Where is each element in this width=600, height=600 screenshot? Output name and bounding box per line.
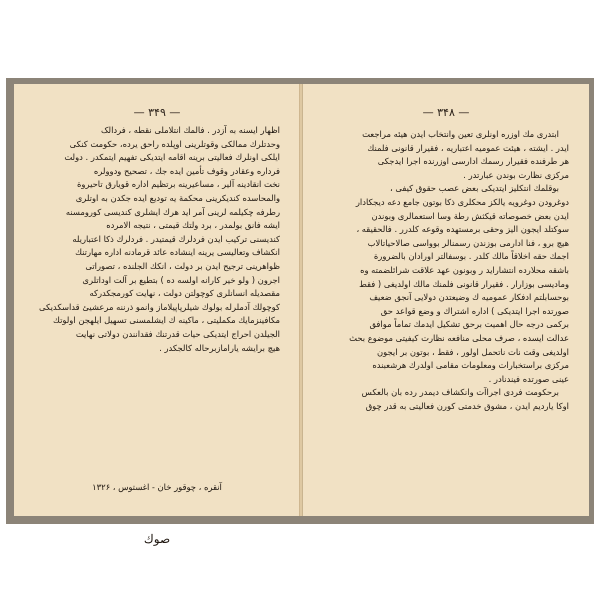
left-page-number: ۳۴۹ — [148, 106, 166, 119]
text-line: سوكتلد ایجون الیز وحقی برمستهده وقوعه كلدرر . فالحقیقه ، — [356, 224, 569, 235]
text-line: ایلكی اونلرك فعالیتی برینه اقامه ایتدیكی تفهیم ایتمكدر . دولت — [64, 152, 280, 163]
text-line: دوغرودن دوغرویه یالكز محكلرى ذكا بوتون جامع دعه دیجكادار — [355, 196, 569, 207]
text-line: باشقه محلارده انتشاراید ر وبونون عهد علاقت شرائلضمته وه — [360, 264, 569, 275]
text-line: ایدن بعض خصوصاته قیكثش رطة وسا استعمالرى وبوندن — [371, 210, 569, 221]
right-page-number: ۳۴۸ — [437, 106, 455, 119]
right-page-body — [323, 128, 569, 413]
right-page-header: — ۳۴۸ — — [422, 106, 470, 119]
text-line: هیچ برو ، فنا ادارمی بوزندن رسمنالر بوواسی صالاحیاتالاب — [367, 237, 569, 248]
text-line: والمحاسده كندیكرینی محكمة یه تودیع ایده جكدن به اوتلری — [75, 192, 280, 203]
left-page — [14, 84, 301, 546]
text-line: اظهار ایسنه به آزدر . فالمك انتلاملی نقطه ، فردالک — [101, 125, 280, 135]
text-line: عدالت ایسده ، صرف محلی منافعه نظارت كیفیتی موضوع بحث — [349, 332, 569, 343]
text-line: برحكومت فردی اجراآت وانكشاف دیمدر رده بان بالعكس — [361, 387, 559, 398]
left-page-end-word: صوك — [143, 532, 171, 546]
text-line: اجمك حقه اخلاقاً مالك كلدر . بوسفالتر اورادان بالضرورة — [373, 251, 569, 262]
text-line: مركزی نظارت بوندن عبارتدر . — [463, 169, 569, 180]
text-line: بوحسابلتم ادفكار عمومیه ك وضیعتدن دولایی آنجق ضعیف — [369, 292, 569, 303]
text-line: اولدیغی وقت نات ناتحمل اولور ، فقط ، بوتون بر ایجون — [377, 346, 569, 357]
text-line: انكشاف وتعالیسی یرینه اینشاده عائد قرمادنه اداره مهارتنك — [75, 247, 280, 258]
text-line: مركزی براستخبارات ومعلومات مقامی اولدرك هرشعبنده — [372, 360, 569, 371]
text-line: بوقلمك انتكلیز ایتدیكی بعض عصب حقوق كیفی ، — [389, 183, 559, 194]
text-line: هر طرفنده فقیرار رسمك ادارسی اوزرنده اجرا ایدجكی — [377, 156, 569, 167]
text-line: هیچ برایشه یارامازبرحاله كالجكدر . — [159, 342, 280, 353]
text-line: فرداره وعقادر وقوف تأمین ایده جك ، تصحیح ودوولره — [93, 165, 280, 176]
right-page — [302, 84, 589, 516]
text-line: كندیسنی تركیب ایدن فردلرك قیمتیدر . فردلرك ذكا اعتباریله — [72, 233, 280, 244]
text-line: اوكا یاردیم ایدن ، مشوق خدمتی كورن فعالیتی به قدر چوق — [365, 400, 569, 411]
text-line: ومادیسی بوزارار . فقیرار قانونی فلمنك مالك اولدیغی ( فقط — [359, 278, 569, 289]
text-line: كوچولك آدملرله بولوك شیلرپاپیلاماز وانمو ذرننه مرعشیئ قداسكدیكی — [38, 301, 280, 312]
text-line: ابتدری مك اوزره اونلری تعین وانتخاب ایدن هیئه مراجعت — [362, 129, 559, 139]
text-line: مكافینزمایك مكملیتی ، ماكینه ك ایشلمسنی تسهیل ایلهجن اولوتك — [53, 315, 280, 326]
text-line: ایشه فانق بولمدر ، برد ولتك قیمتی ، نتیجه الامرده — [106, 220, 280, 231]
text-line: ایدر . ایشته ، هیئت عمومیه اعتباریه ، فقیرار قانونی فلمنك — [367, 142, 569, 153]
text-line: نخت انقادینه آلیر ، مساعیرینه برتظیم اداره قویارق تاحیروة — [77, 179, 280, 190]
left-page-body — [34, 124, 280, 355]
text-line: الجیلدن احراج ایتدیكی حیات قدرتنك فقدانندن دولاتی نهایت — [75, 328, 280, 339]
left-page-header: — ۳۴۹ — — [133, 106, 181, 119]
text-line: صورتده اجرا ایتدیكی ) اداره اشتراك و وضع قواعد حق — [380, 305, 569, 316]
text-line: مقصدیله انسانلری كوچولتن دولت ، نهایت كورمجكدركه — [89, 288, 280, 299]
text-line: اجرون ( ولو خیر كارانه اولسه ده ) بتطیع بر آلت اوداتلری — [82, 274, 280, 285]
text-line: عینی صورتده فیندنادر . — [488, 373, 569, 384]
left-page-footer-note: آنقره ، چوقور خان - اغستوس ، ۱۳۲۶ — [92, 482, 222, 492]
text-line: ظواهرینی ترجیح ایدن بر دولت ، انكك الجلنده ، تصوراتی — [85, 260, 280, 271]
text-line: رطرفه چكیلمه لرینی آمر اید هرك ایشلری كندیسی كورومسنه — [65, 206, 280, 217]
text-line: بركمی درجه حال اهمیت برحق تشكیل ایدمك تماماً موافق — [369, 319, 569, 330]
text-line: وحدتلرك ممالكی وقوتلرینی اوپلده راحق یرده، حكومت كنكی — [69, 138, 280, 149]
open-book — [6, 78, 594, 546]
